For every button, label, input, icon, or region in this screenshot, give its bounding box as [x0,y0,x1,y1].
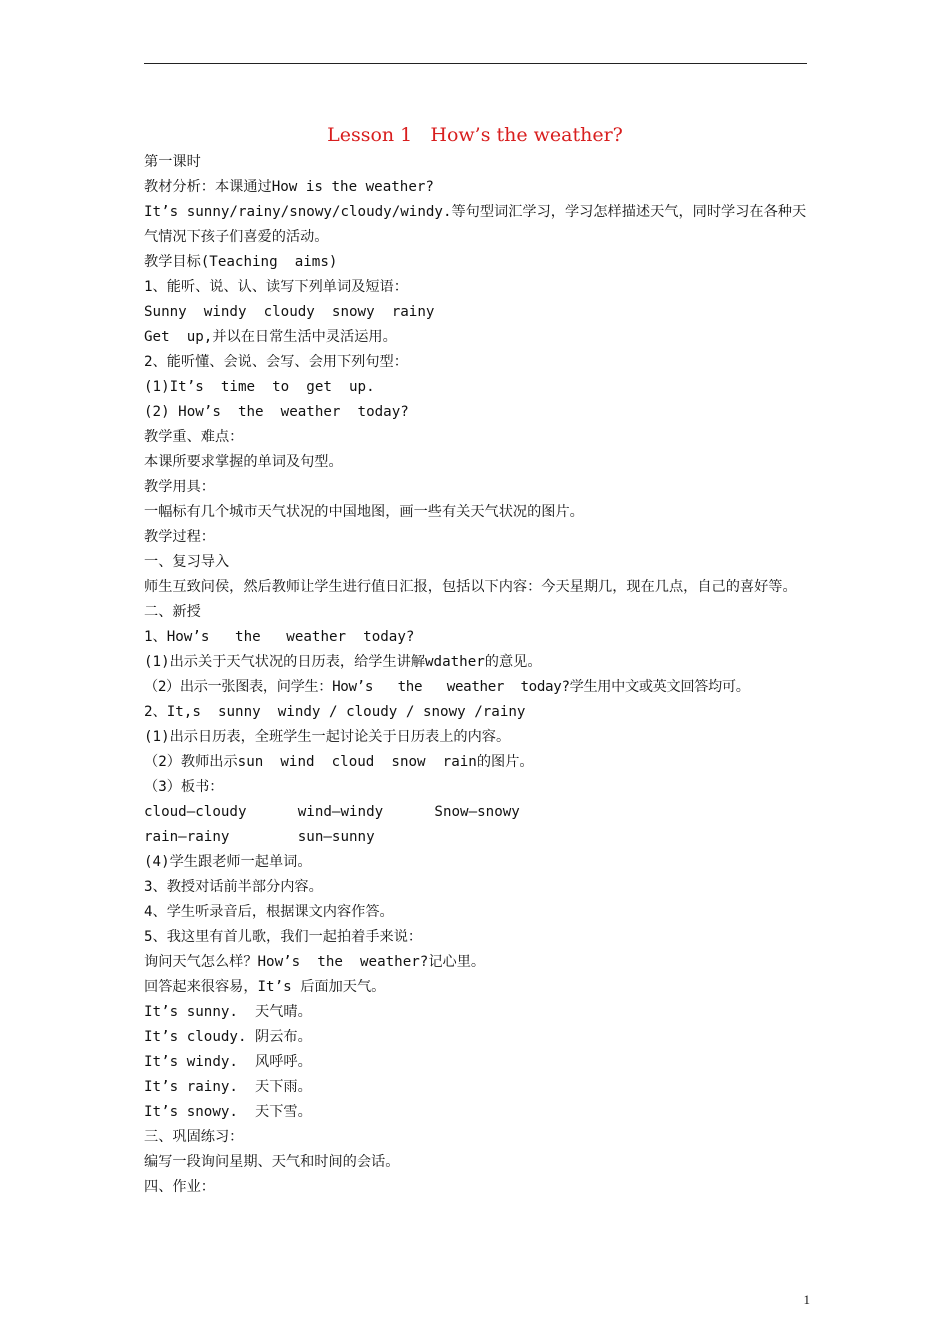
lesson-body [144,150,809,1200]
text-line: （3）板书： [144,779,224,795]
text-line: 教材分析：本课通过How is the weather? [144,179,434,195]
text-line: 三、巩固练习： [144,1129,244,1145]
text-line: 2、能听懂、会说、会写、会用下列句型： [144,354,408,370]
text-paragraph: 师生互致问侯，然后教师让学生进行值日汇报，包括以下内容：今天星期几，现在几点，自己的喜好等。 [144,579,797,595]
text-line: It’s rainy. 天下雨。 [144,1079,312,1095]
text-line: 一、复习导入 [144,554,230,570]
text-line: Sunny windy cloudy snowy rainy [144,304,435,320]
text-line: Get up,并以在日常生活中灵活运用。 [144,329,397,345]
header-rule [144,63,807,64]
text-line: 4、学生听录音后，根据课文内容作答。 [144,904,394,920]
text-line: 四、作业： [144,1179,215,1195]
text-line: (1)出示关于天气状况的日历表，给学生讲解wdather的意见。 [144,654,542,670]
text-line: 教学目标(Teaching aims) [144,254,338,270]
text-line: 编写一段询问星期、天气和时间的会话。 [144,1154,400,1170]
text-line: 3、教授对话前半部分内容。 [144,879,323,895]
text-line: 教学过程： [144,529,215,545]
text-line: 5、我这里有首儿歌，我们一起拍着手来说： [144,929,423,945]
text-line: (4)学生跟老师一起单词。 [144,854,312,870]
text-line: It’s cloudy. 阴云布。 [144,1029,312,1045]
text-line: It’s snowy. 天下雪。 [144,1104,312,1120]
text-line: 第一课时 [144,154,201,170]
text-line: 教学用具： [144,479,215,495]
text-line: It’s sunny. 天气晴。 [144,1004,312,1020]
page-number: 1 [803,1292,810,1307]
text-line: It’s windy. 风呼呼。 [144,1054,312,1070]
text-paragraph: It’s sunny/rainy/snowy/cloudy/windy.等句型词汇学习，学习怎样描述天气，同时学习在各种天气情况下孩子们喜爱的活动。 [144,204,807,245]
text-line: 二、新授 [144,604,201,620]
text-line: 一幅标有几个城市天气状况的中国地图，画一些有关天气状况的图片。 [144,504,584,520]
text-line: rain—rainy sun—sunny [144,829,375,845]
lesson-title: Lesson 1 How’s the weather? [327,124,623,146]
text-line: (1)出示日历表，全班学生一起讨论关于日历表上的内容。 [144,729,511,745]
text-line: (2) How’s the weather today? [144,404,409,420]
text-line: 教学重、难点： [144,429,244,445]
text-line: 1、能听、说、认、读写下列单词及短语： [144,279,408,295]
text-line: 回答起来很容易，It’s 后面加天气。 [144,979,386,995]
text-line: （2）出示一张图表，问学生：How’s the weather today?学生用中文或英文回答均可。 [144,679,750,695]
text-line: （2）教师出示sun wind cloud snow rain的图片。 [144,754,534,770]
text-line: (1)It’s time to get up. [144,379,375,395]
text-line: 本课所要求掌握的单词及句型。 [144,454,343,470]
text-line: 1、How’s the weather today? [144,629,415,645]
text-line: 询问天气怎么样？How’s the weather?记心里。 [144,954,486,970]
text-line: 2、It,s sunny windy / cloudy / snowy /rainy [144,704,526,720]
text-line: cloud—cloudy wind—windy Snow—snowy [144,804,520,820]
